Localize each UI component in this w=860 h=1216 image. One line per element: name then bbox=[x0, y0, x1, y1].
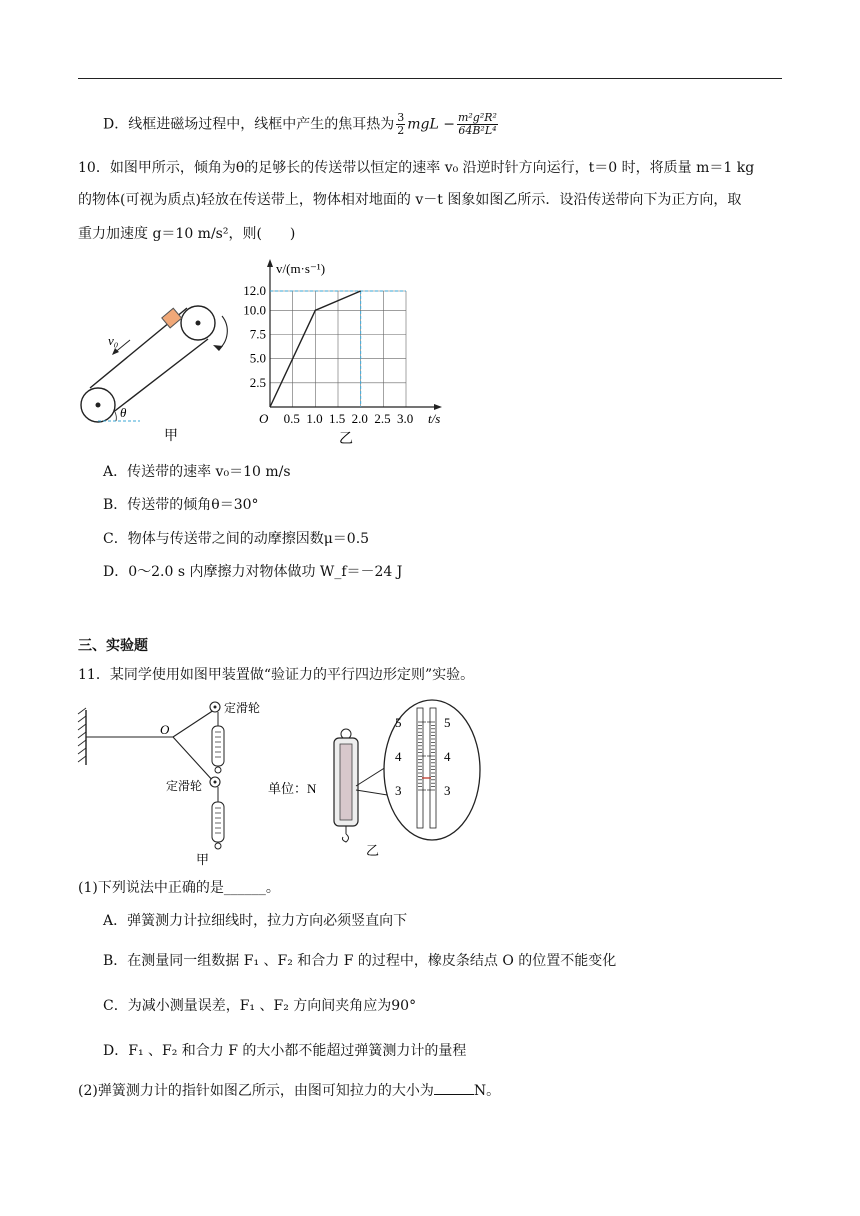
q11-option-a: A．弹簧测力计拉细线时，拉力方向必须竖直向下 bbox=[103, 913, 408, 929]
q11-part2-unit: N。 bbox=[473, 1083, 501, 1099]
q10-stem-line1: 10．如图甲所示，倾角为θ的足够长的传送带以恒定的速率 v₀ 沿逆时针方向运行，t＝0 时，将质量 m＝1 kg bbox=[78, 160, 755, 176]
origin-label: O bbox=[259, 411, 269, 426]
rotation-arrow-icon bbox=[218, 316, 227, 350]
top-pulley-label: 定滑轮 bbox=[224, 701, 261, 715]
chart-grid bbox=[270, 291, 406, 407]
spring-scale bbox=[334, 729, 358, 842]
q10-stem-line3: 重力加速度 g＝10 m/s²，则( ) bbox=[78, 226, 296, 242]
header-rule bbox=[78, 78, 782, 79]
scale-3-left: 3 bbox=[395, 783, 402, 798]
scale-caption: 乙 bbox=[366, 843, 380, 858]
conveyor-belt-figure bbox=[72, 250, 212, 444]
scale-4-left: 4 bbox=[395, 749, 402, 764]
figure-yi-caption: 乙 bbox=[339, 432, 353, 447]
spring-scale-top bbox=[212, 712, 224, 773]
section-title: 三、实验题 bbox=[78, 638, 148, 654]
q10-stem-line2: 的物体(可视为质点)轻放在传送带上，物体相对地面的 v－t 图象如图乙所示．设沿传送带向下为正方向，取 bbox=[78, 192, 742, 208]
y-axis-label: v/(m·s⁻¹) bbox=[276, 261, 326, 276]
q10-option-d: D．0～2.0 s 内摩擦力对物体做功 W_f＝－24 J bbox=[103, 564, 403, 580]
x-tick-label: 1.5 bbox=[329, 411, 346, 426]
v0-label: v₀ bbox=[108, 333, 119, 348]
fraction-3-2: $\frac{3}{2}$ bbox=[397, 111, 405, 137]
q11-option-d: D．F₁ 、F₂ 和合力 F 的大小都不能超过弹簧测力计的量程 bbox=[103, 1043, 467, 1059]
q10-option-a: A．传送带的速率 v₀＝10 m/s bbox=[103, 464, 291, 480]
x-tick-label: 0.5 bbox=[283, 411, 300, 426]
q11-stem: 11．某同学使用如图甲装置做“验证力的平行四边形定则”实验。 bbox=[78, 667, 475, 683]
unit-label: 单位：N bbox=[268, 781, 317, 796]
q9-option-d bbox=[103, 112, 813, 137]
y-tick-label: 10.0 bbox=[243, 302, 266, 318]
q9-option-d-text: D．线框进磁场过程中，线框中产生的焦耳热为 bbox=[103, 116, 395, 133]
y-tick-label: 7.5 bbox=[249, 326, 266, 342]
theta-label: θ bbox=[120, 405, 127, 420]
scale-5-left: 5 bbox=[395, 715, 402, 730]
block bbox=[162, 308, 182, 328]
scale-3-right: 3 bbox=[444, 783, 451, 798]
bottom-pulley-label: 定滑轮 bbox=[166, 779, 203, 793]
q11-part2-text: (2)弹簧测力计的指针如图乙所示，由图可知拉力的大小为 bbox=[78, 1083, 434, 1099]
point-o-label: O bbox=[160, 722, 170, 737]
y-tick-label: 5.0 bbox=[249, 350, 266, 366]
x-axis-label: t/s bbox=[428, 411, 441, 426]
q11-part2 bbox=[78, 1080, 788, 1101]
x-tick-label: 3.0 bbox=[397, 411, 414, 426]
q11-option-c: C．为减小测量误差，F₁ 、F₂ 方向间夹角应为90° bbox=[103, 998, 417, 1014]
q10-option-c: C．物体与传送带之间的动摩擦因数μ＝0.5 bbox=[103, 531, 370, 547]
q9-mgl: mgL − bbox=[407, 116, 455, 133]
answer-blank[interactable] bbox=[434, 1080, 474, 1095]
x-tick-label: 1.0 bbox=[306, 411, 323, 426]
apparatus-caption: 甲 bbox=[196, 852, 210, 867]
q11-part1: (1)下列说法中正确的是______。 bbox=[78, 880, 280, 896]
scale-4-right: 4 bbox=[444, 749, 451, 764]
scale-5-right: 5 bbox=[444, 715, 451, 730]
spring-scale-bottom bbox=[212, 787, 224, 849]
y-tick-label: 2.5 bbox=[249, 374, 266, 390]
x-tick-label: 2.5 bbox=[374, 411, 391, 426]
q10-option-b: B．传送带的倾角θ＝30° bbox=[103, 497, 259, 513]
vt-chart bbox=[238, 255, 458, 445]
y-tick-label: 12.0 bbox=[243, 283, 266, 298]
wall bbox=[78, 708, 86, 765]
fraction-joule: $\frac{\text{m²g²R²}}{\text{64B²L⁴}}$ bbox=[457, 111, 497, 137]
x-tick-label: 2.0 bbox=[351, 411, 368, 426]
scale-reading-figure bbox=[264, 700, 484, 870]
figure-jia-caption: 甲 bbox=[164, 429, 178, 444]
q11-option-b: B．在测量同一组数据 F₁ 、F₂ 和合力 F 的过程中，橡皮条结点 O 的位置不能变化 bbox=[103, 953, 617, 969]
